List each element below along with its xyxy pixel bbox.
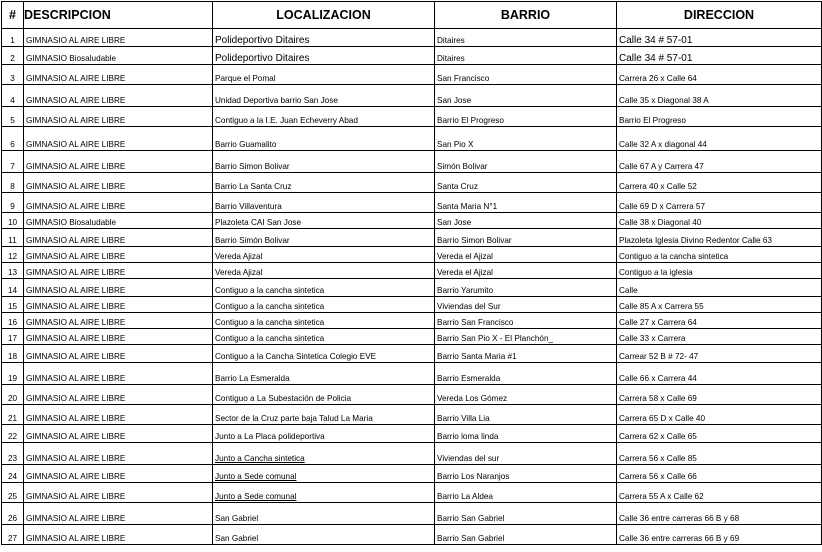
row-barrio: Viviendas del Sur	[435, 297, 617, 313]
row-descripcion: GIMNASIO AL AIRE LIBRE	[24, 503, 213, 525]
table-row	[2, 279, 822, 297]
row-descripcion: GIMNASIO AL AIRE LIBRE	[24, 313, 213, 329]
row-barrio: San Francisco	[435, 65, 617, 85]
row-localizacion: Barrio Simón Bolivar	[213, 229, 435, 247]
row-barrio: Barrio Esmeralda	[435, 363, 617, 385]
row-number: 4	[2, 85, 24, 107]
table-row	[2, 85, 822, 107]
row-descripcion: GIMNASIO Biosaludable	[24, 47, 213, 65]
row-number: 23	[2, 443, 24, 465]
row-localizacion: Contiguo a la Cancha Sintetica Colegio EVE	[213, 345, 435, 363]
row-barrio: Barrio Yarumito	[435, 279, 617, 297]
row-localizacion: Junto a La Placa polideportiva	[213, 425, 435, 443]
row-direccion: Calle	[617, 279, 822, 297]
row-direccion: Calle 33 x Carrera	[617, 329, 822, 345]
row-direccion: Carrera 55 A x Calle 62	[617, 483, 822, 503]
gimnasios-table	[1, 1, 822, 545]
row-number: 13	[2, 263, 24, 279]
row-direccion: Contiguo a la iglesia	[617, 263, 822, 279]
row-localizacion: Vereda Ajizal	[213, 247, 435, 263]
table-body	[2, 2, 822, 545]
row-number: 19	[2, 363, 24, 385]
row-direccion: Calle 36 entre carreras 66 B y 68	[617, 503, 822, 525]
row-descripcion: GIMNASIO AL AIRE LIBRE	[24, 85, 213, 107]
row-localizacion: Barrio Guamalito	[213, 127, 435, 151]
row-barrio: San Jose	[435, 213, 617, 229]
row-direccion: Contiguo a la cancha sintetica	[617, 247, 822, 263]
table-row	[2, 213, 822, 229]
row-descripcion: GIMNASIO AL AIRE LIBRE	[24, 363, 213, 385]
row-number: 9	[2, 193, 24, 213]
row-barrio: Vereda el Ajizal	[435, 247, 617, 263]
row-localizacion: Barrio Villaventura	[213, 193, 435, 213]
table-row	[2, 263, 822, 279]
table-row	[2, 329, 822, 345]
row-barrio: Viviendas del sur	[435, 443, 617, 465]
row-number: 24	[2, 465, 24, 483]
row-localizacion: Barrio La Santa Cruz	[213, 173, 435, 193]
row-descripcion: GIMNASIO AL AIRE LIBRE	[24, 229, 213, 247]
row-localizacion: San Gabriel	[213, 525, 435, 545]
row-descripcion: GIMNASIO AL AIRE LIBRE	[24, 127, 213, 151]
row-number: 11	[2, 229, 24, 247]
row-localizacion: Contiguo a La Subestación de Policia	[213, 385, 435, 405]
row-number: 6	[2, 127, 24, 151]
row-number: 26	[2, 503, 24, 525]
table-row	[2, 297, 822, 313]
table-row	[2, 363, 822, 385]
row-barrio: Barrio Los Naranjos	[435, 465, 617, 483]
row-localizacion: Barrio La Esmeralda	[213, 363, 435, 385]
row-direccion: Calle 67 A y Carrera 47	[617, 151, 822, 173]
row-number: 3	[2, 65, 24, 85]
table-row	[2, 47, 822, 65]
header-descripcion: DESCRIPCION	[24, 2, 213, 29]
table-row	[2, 525, 822, 545]
row-direccion: Plazoleta Iglesia Divino Redentor Calle 63	[617, 229, 822, 247]
row-barrio: Barrio loma linda	[435, 425, 617, 443]
row-direccion: Barrio El Progreso	[617, 107, 822, 127]
table-row	[2, 443, 822, 465]
row-localizacion: Junto a Sede comunal	[213, 483, 435, 503]
row-descripcion: GIMNASIO AL AIRE LIBRE	[24, 151, 213, 173]
row-number: 2	[2, 47, 24, 65]
row-direccion: Calle 32 A x diagonal 44	[617, 127, 822, 151]
row-direccion: Calle 27 x Carrera 64	[617, 313, 822, 329]
row-localizacion: Contiguo a la cancha sintetica	[213, 297, 435, 313]
row-number: 25	[2, 483, 24, 503]
row-number: 16	[2, 313, 24, 329]
row-barrio: Barrio El Progreso	[435, 107, 617, 127]
table-row	[2, 127, 822, 151]
row-localizacion: Vereda Ajizal	[213, 263, 435, 279]
row-localizacion: Polideportivo Ditaires	[213, 47, 435, 65]
row-direccion: Calle 34 # 57-01	[617, 29, 822, 47]
row-localizacion: Junto a Sede comunal	[213, 465, 435, 483]
table-row	[2, 151, 822, 173]
row-descripcion: GIMNASIO AL AIRE LIBRE	[24, 29, 213, 47]
row-descripcion: GIMNASIO AL AIRE LIBRE	[24, 279, 213, 297]
row-descripcion: GIMNASIO AL AIRE LIBRE	[24, 425, 213, 443]
row-localizacion: Contiguo a la cancha sintetica	[213, 279, 435, 297]
row-direccion: Carrera 62 x Calle 65	[617, 425, 822, 443]
row-number: 17	[2, 329, 24, 345]
row-localizacion: Contiguo a la cancha sintetica	[213, 329, 435, 345]
row-localizacion: San Gabriel	[213, 503, 435, 525]
table-row	[2, 465, 822, 483]
row-number: 1	[2, 29, 24, 47]
row-direccion: Calle 66 x Carrera 44	[617, 363, 822, 385]
row-number: 10	[2, 213, 24, 229]
row-descripcion: GIMNASIO AL AIRE LIBRE	[24, 247, 213, 263]
table-row	[2, 503, 822, 525]
row-localizacion: Barrio Simon Bolivar	[213, 151, 435, 173]
row-descripcion: GIMNASIO AL AIRE LIBRE	[24, 385, 213, 405]
row-barrio: Vereda Los Gómez	[435, 385, 617, 405]
row-number: 12	[2, 247, 24, 263]
table-row	[2, 313, 822, 329]
row-barrio: Santa Maria N°1	[435, 193, 617, 213]
row-number: 7	[2, 151, 24, 173]
row-descripcion: GIMNASIO AL AIRE LIBRE	[24, 193, 213, 213]
row-localizacion: Junto a Cancha sintetica	[213, 443, 435, 465]
row-descripcion: GIMNASIO AL AIRE LIBRE	[24, 263, 213, 279]
row-direccion: Calle 36 entre carreras 66 B y 69	[617, 525, 822, 545]
row-direccion: Carrera 40 x Calle 52	[617, 173, 822, 193]
row-descripcion: GIMNASIO AL AIRE LIBRE	[24, 465, 213, 483]
header-localizacion: LOCALIZACION	[213, 2, 435, 29]
table-row	[2, 65, 822, 85]
row-barrio: Vereda el Ajizal	[435, 263, 617, 279]
table-row	[2, 385, 822, 405]
row-barrio: Barrio San Gabriel	[435, 525, 617, 545]
header-row	[2, 2, 822, 29]
row-barrio: Ditaires	[435, 29, 617, 47]
header-number: #	[2, 2, 24, 29]
row-barrio: Santa Cruz	[435, 173, 617, 193]
row-barrio: San Pio X	[435, 127, 617, 151]
row-number: 20	[2, 385, 24, 405]
row-barrio: Barrio La Aldea	[435, 483, 617, 503]
row-number: 8	[2, 173, 24, 193]
table-row	[2, 483, 822, 503]
row-barrio: Barrio Villa Lia	[435, 405, 617, 425]
table-row	[2, 425, 822, 443]
table-row	[2, 405, 822, 425]
table-row	[2, 229, 822, 247]
row-number: 14	[2, 279, 24, 297]
row-direccion: Carrear 52 B # 72- 47	[617, 345, 822, 363]
row-barrio: Barrio San Francisco	[435, 313, 617, 329]
row-direccion: Carrera 56 x Calle 85	[617, 443, 822, 465]
table-row	[2, 107, 822, 127]
row-barrio: Ditaires	[435, 47, 617, 65]
row-number: 5	[2, 107, 24, 127]
row-localizacion: Sector de la Cruz parte baja Talud La Maria	[213, 405, 435, 425]
row-direccion: Carrera 65 D x Calle 40	[617, 405, 822, 425]
row-descripcion: GIMNASIO AL AIRE LIBRE	[24, 483, 213, 503]
row-localizacion: Polideportivo Ditaires	[213, 29, 435, 47]
row-direccion: Carrera 56 x Calle 66	[617, 465, 822, 483]
row-descripcion: GIMNASIO AL AIRE LIBRE	[24, 65, 213, 85]
row-barrio: Barrio Simon Bolivar	[435, 229, 617, 247]
table-row	[2, 247, 822, 263]
row-descripcion: GIMNASIO AL AIRE LIBRE	[24, 345, 213, 363]
row-direccion: Calle 38 x Diagonal 40	[617, 213, 822, 229]
row-direccion: Calle 85 A x Carrera 55	[617, 297, 822, 313]
row-descripcion: GIMNASIO AL AIRE LIBRE	[24, 107, 213, 127]
row-direccion: Carrera 58 x Calle 69	[617, 385, 822, 405]
row-number: 21	[2, 405, 24, 425]
row-localizacion: Parque el Pomal	[213, 65, 435, 85]
row-localizacion: Unidad Deportiva barrio San Jose	[213, 85, 435, 107]
row-number: 15	[2, 297, 24, 313]
row-localizacion: Contiguo a la cancha sintetica	[213, 313, 435, 329]
table-row	[2, 173, 822, 193]
row-descripcion: GIMNASIO AL AIRE LIBRE	[24, 405, 213, 425]
row-descripcion: GIMNASIO AL AIRE LIBRE	[24, 329, 213, 345]
row-descripcion: GIMNASIO AL AIRE LIBRE	[24, 297, 213, 313]
row-barrio: Barrio Santa Maria #1	[435, 345, 617, 363]
row-descripcion: GIMNASIO AL AIRE LIBRE	[24, 443, 213, 465]
row-direccion: Calle 35 x Diagonal 38 A	[617, 85, 822, 107]
row-barrio: Barrio San Pio X - El Planchón_	[435, 329, 617, 345]
row-direccion: Calle 34 # 57-01	[617, 47, 822, 65]
row-barrio: Barrio San Gabriel	[435, 503, 617, 525]
row-number: 27	[2, 525, 24, 545]
header-direccion: DIRECCION	[617, 2, 822, 29]
header-barrio: BARRIO	[435, 2, 617, 29]
row-descripcion: GIMNASIO AL AIRE LIBRE	[24, 173, 213, 193]
row-number: 18	[2, 345, 24, 363]
row-number: 22	[2, 425, 24, 443]
row-direccion: Calle 69 D x Carrera 57	[617, 193, 822, 213]
row-barrio: San Jose	[435, 85, 617, 107]
table-row	[2, 29, 822, 47]
row-direccion: Carrera 26 x Calle 64	[617, 65, 822, 85]
row-barrio: Simón Bolivar	[435, 151, 617, 173]
row-localizacion: Contiguo a la I.E. Juan Echeverry Abad	[213, 107, 435, 127]
row-descripcion: GIMNASIO AL AIRE LIBRE	[24, 525, 213, 545]
row-localizacion: Plazoleta CAI San Jose	[213, 213, 435, 229]
table-row	[2, 345, 822, 363]
row-descripcion: GIMNASIO Biosaludable	[24, 213, 213, 229]
table-row	[2, 193, 822, 213]
